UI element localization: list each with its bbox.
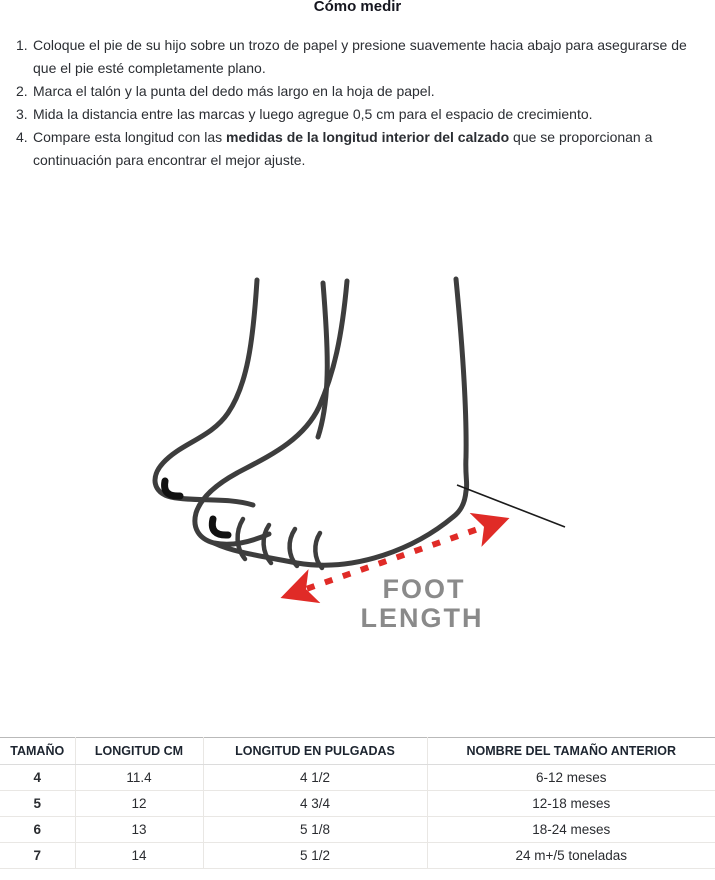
instruction-number: 3. [16,106,28,122]
column-header-length-inches: LONGITUD EN PULGADAS [203,738,427,765]
instruction-text: Compare esta longitud con las medidas de la longitud interior del calzado que se proporcionan a continuación para encontrar el mejor ajuste. [33,129,653,168]
length-inches-cell: 4 3/4 [203,791,427,817]
feet-illustration [135,275,575,645]
previous-size-cell: 12-18 meses [427,791,715,817]
length-inches-cell: 5 1/8 [203,817,427,843]
heel-guide-line [457,485,565,527]
column-header-size: TAMAÑO [0,738,75,765]
instruction-text: Mida la distancia entre las marcas y luego agregue 0,5 cm para el espacio de crecimiento. [33,106,593,122]
table-row [0,765,715,791]
foot-length-label-line1: FOOT [382,574,466,604]
length-cm-cell: 12 [75,791,203,817]
length-cm-cell: 14 [75,843,203,869]
size-cell: 6 [0,817,75,843]
foot-length-label-line2: LENGTH [360,603,484,633]
table-row [0,791,715,817]
instruction-text: Coloque el pie de su hijo sobre un trozo de papel y presione suavemente hacia abajo para asegurarse de que el pie esté completamente plano. [33,37,687,76]
foot-measurement-diagram [135,275,575,645]
instruction-number: 2. [16,83,28,99]
column-header-previous-size-name: NOMBRE DEL TAMAÑO ANTERIOR [427,738,715,765]
length-inches-cell: 4 1/2 [203,765,427,791]
instruction-text: Marca el talón y la punta del dedo más largo en la hoja de papel. [33,83,435,99]
size-cell: 7 [0,843,75,869]
instruction-item [16,34,715,80]
instruction-number: 4. [16,129,28,145]
size-table-header-row [0,738,715,765]
length-cm-cell: 13 [75,817,203,843]
instruction-number: 1. [16,37,28,53]
instruction-list [16,34,715,172]
page-title: Cómo medir [313,0,402,15]
previous-size-cell: 6-12 meses [427,765,715,791]
previous-size-cell: 18-24 meses [427,817,715,843]
column-header-length-cm: LONGITUD CM [75,738,203,765]
front-foot-outline [195,279,467,568]
size-cell: 5 [0,791,75,817]
instruction-item [16,103,715,126]
size-table [0,737,715,869]
table-row [0,843,715,869]
instruction-item [16,80,715,103]
table-row [0,817,715,843]
front-foot-toenail [212,519,228,535]
instruction-item [16,126,715,172]
length-cm-cell: 11.4 [75,765,203,791]
previous-size-cell: 24 m+/5 toneladas [427,843,715,869]
back-foot-toenail [165,481,180,496]
size-cell: 4 [0,765,75,791]
length-inches-cell: 5 1/2 [203,843,427,869]
